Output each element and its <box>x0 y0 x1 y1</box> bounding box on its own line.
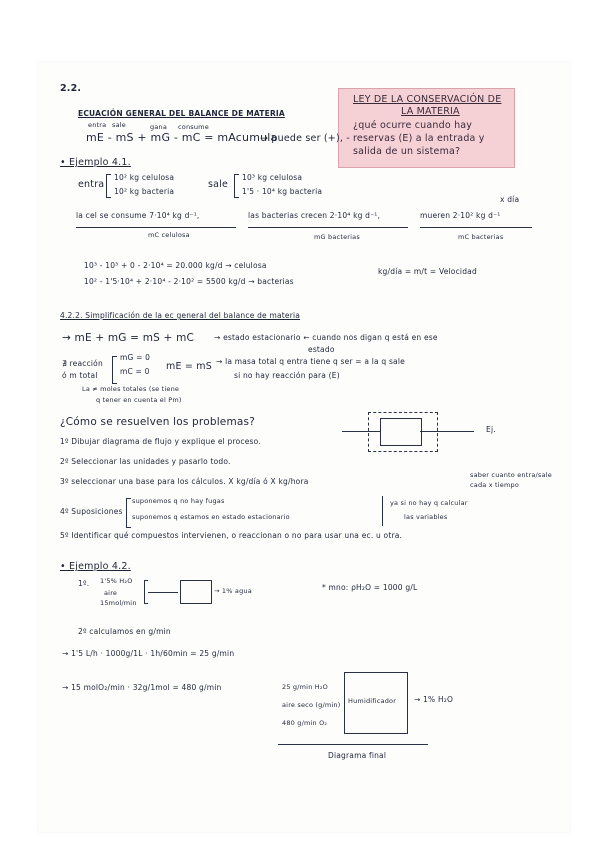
final-input-1: 25 g/min H₂O <box>282 683 328 691</box>
consume-sub: mC celulosa <box>148 231 190 239</box>
density-note: * mno: ρH₂O = 1000 g/L <box>322 583 418 592</box>
step-3: 3º seleccionar una base para los cálculos. X kg/día ó X kg/hora <box>60 477 309 486</box>
crecen-underline <box>248 227 408 228</box>
conversion-1: → 1'5 L/h · 1000g/1L · 1h/60min = 25 g/min <box>62 649 235 658</box>
feed-3: 15mol/min <box>100 599 137 607</box>
step-3-note-2: cada x tiempo <box>470 481 520 489</box>
case-note-2: si no hay reacción para (E) <box>234 371 340 380</box>
sale-label: sale <box>208 179 229 190</box>
example-flow-outlet <box>420 431 474 432</box>
final-output: → 1% H₂O <box>414 695 454 704</box>
case-left-1: ∄ reacción <box>62 359 103 368</box>
feed-arrow <box>148 592 178 593</box>
velocidad-note: kg/día = m/t = Velocidad <box>378 267 477 276</box>
per-dia-note: x día <box>500 195 520 204</box>
annot-consume: consume <box>178 123 209 131</box>
final-input-2: aire seco (g/min) <box>282 701 341 709</box>
example-4-2-title: • Ejemplo 4.2. <box>60 561 131 572</box>
sale-item-1: 10³ kg celulosa <box>242 173 303 182</box>
calc-celulosa: 10³ - 10³ + 0 - 2·10⁴ = 20.000 kg/d → celulosa <box>84 261 267 270</box>
mueren-text: mueren 2·10² kg d⁻¹ <box>420 211 501 220</box>
moles-note-1: La ≠ moles totales (se tiene <box>82 385 180 393</box>
feed-1: 1'5% H₂O <box>100 577 133 585</box>
annot-entra: entra <box>88 121 107 129</box>
callout-title-2: LA MATERIA <box>401 106 460 117</box>
feed-2: aire <box>104 589 118 597</box>
case-top: mG = 0 <box>120 353 151 362</box>
step-4-note-1: ya si no hay q calcular <box>390 499 468 507</box>
entra-bracket <box>106 174 111 198</box>
example-flow-inlet <box>342 431 380 432</box>
consume-text: la cel se consume 7·10⁴ kg d⁻¹, <box>76 211 200 220</box>
callout-text-3: salida de un sistema? <box>353 146 461 157</box>
problems-title: ¿Cómo se resuelven los problemas? <box>60 416 255 428</box>
example-label: Ej. <box>486 425 496 434</box>
mueren-underline <box>420 227 532 228</box>
example-flow-unit-box <box>380 418 422 446</box>
case-result: mE = mS <box>166 361 212 372</box>
case-bottom: mC = 0 <box>120 367 150 376</box>
calc-bacterias: 10² - 1'5·10⁴ + 2·10⁴ - 2·10² = 5500 kg/d → bacterias <box>84 277 294 286</box>
example-4-2-step-1-label: 1º. <box>78 579 90 588</box>
callout-text-1: ¿qué ocurre cuando hay <box>353 120 473 131</box>
eq-note-2: estado <box>308 345 335 354</box>
step-4-item-2: suponemos q estamos en estado estacionario <box>132 513 290 521</box>
final-input-3: 480 g/min O₂ <box>282 719 328 727</box>
step-4-note-2: las variables <box>404 513 448 521</box>
consume-underline <box>76 227 236 228</box>
step-4-item-1: suponemos q no hay fugas <box>132 497 225 505</box>
example-4-1-title: • Ejemplo 4.1. <box>60 157 131 168</box>
case-left-2: ó m total <box>62 371 98 380</box>
outlet-label: → 1% agua <box>214 587 252 595</box>
callout-title-1: LEY DE LA CONSERVACIÓN DE <box>353 94 502 105</box>
entra-label: entra <box>78 179 105 190</box>
example-4-2-step-2: 2º calculamos en g/min <box>78 627 171 636</box>
final-box-label: Humidificador <box>348 697 397 705</box>
eq-note-1: → estado estacionario ← cuando nos digan q está en ese <box>214 333 438 342</box>
moles-note-2: q tener en cuenta el Pm) <box>96 396 182 404</box>
crecen-sub: mG bacterias <box>314 233 360 241</box>
annot-sale: sale <box>112 121 126 129</box>
step-4-divider <box>382 496 383 526</box>
notebook-page <box>38 62 570 832</box>
case-note-1: → la masa total q entra tiene q ser = a la q sale <box>216 357 405 366</box>
conversion-2: → 15 molO₂/min · 32g/1mol = 480 g/min <box>62 683 222 692</box>
callout-note <box>338 88 515 168</box>
sale-item-2: 1'5 · 10⁴ kg bacteria <box>242 187 323 196</box>
general-equation-tail: → puede ser (+), - <box>260 133 350 144</box>
crecen-text: las bacterias crecen 2·10⁴ kg d⁻¹, <box>248 211 381 220</box>
case-bracket <box>112 356 117 384</box>
annot-gana: gana <box>150 123 168 131</box>
humidifier-box-small <box>180 580 212 604</box>
step-4-label: 4º Suposiciones <box>60 507 123 516</box>
page-number: 2.2. <box>60 83 82 94</box>
step-4-bracket <box>126 498 131 528</box>
step-3-note-1: saber cuanto entra/sale <box>470 471 552 479</box>
final-diagram-rule <box>278 744 428 745</box>
mueren-sub: mC bacterias <box>458 233 504 241</box>
general-equation: mE - mS + mG - mC = mAcumula <box>86 131 278 144</box>
step-5: 5º Identificar qué compuestos intervienen, o reaccionan o no para usar una ec. u otra. <box>60 531 403 540</box>
entra-item-1: 10² kg celulosa <box>114 173 175 182</box>
callout-text-2: reservas (E) a la entrada y <box>353 133 485 144</box>
general-equation-title: ECUACIÓN GENERAL DEL BALANCE DE MATERIA <box>78 109 285 118</box>
sale-bracket <box>234 174 239 198</box>
step-2: 2º Seleccionar las unidades y pasarlo todo. <box>60 457 231 466</box>
section-4-2-2-title: 4.2.2. Simplificación de la ec general del balance de materia <box>60 311 301 320</box>
entra-item-2: 10² kg bacteria <box>114 187 175 196</box>
final-diagram-caption: Diagrama final <box>328 751 387 760</box>
simplified-equation: → mE + mG = mS + mC <box>62 332 195 344</box>
step-1: 1º Dibujar diagrama de flujo y explique el proceso. <box>60 437 261 446</box>
